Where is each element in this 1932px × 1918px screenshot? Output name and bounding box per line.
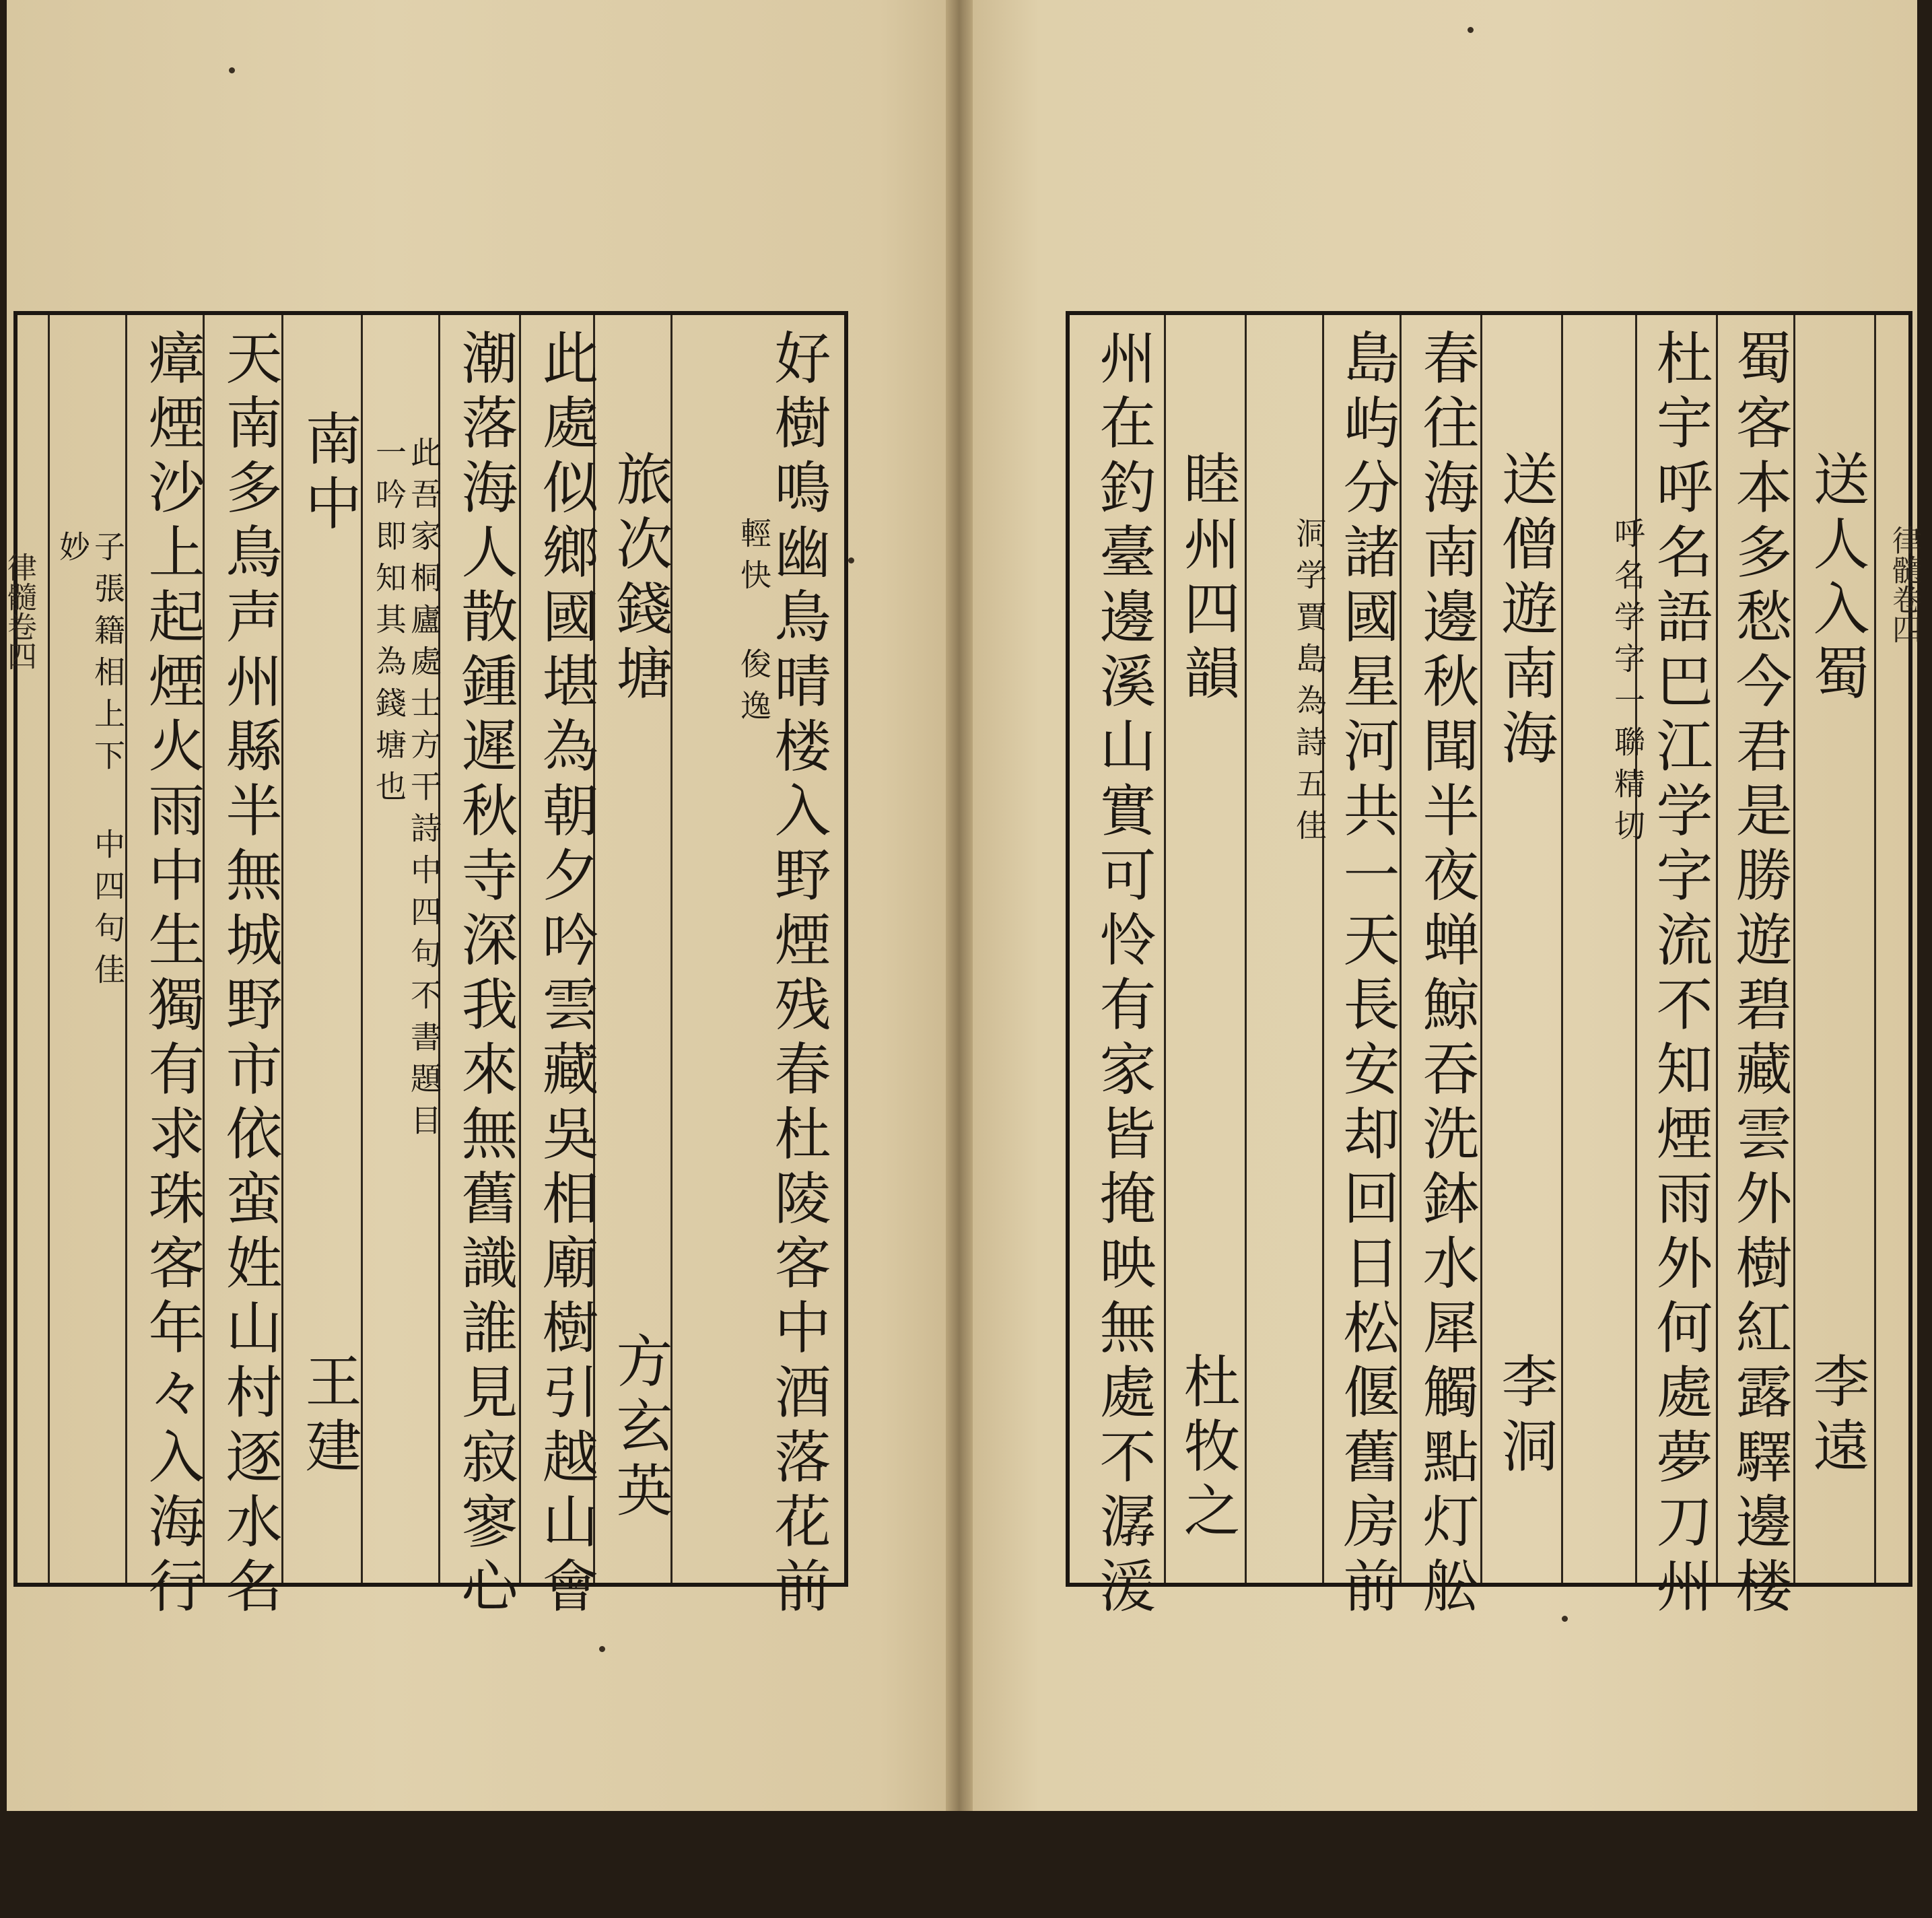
poem-title: 睦州四韻 <box>1175 450 1241 708</box>
poem-line: 天南多鳥声州縣半無城野市依蛮姓山村逐水名 <box>217 329 283 1621</box>
paper-speck <box>599 1646 605 1652</box>
commentary-note: 子張籍相上下 中四句佳妙 <box>55 530 126 995</box>
poem-author: 杜牧之 <box>1175 1352 1241 1546</box>
poem-author: 李遠 <box>1804 1352 1870 1481</box>
paper-speck <box>848 557 854 563</box>
paper-speck <box>229 67 235 73</box>
poem-line: 州在釣臺邊溪山實可怜有家皆掩映無處不潺湲 <box>1091 329 1157 1621</box>
paper-speck <box>1562 1616 1568 1622</box>
poem-line: 此處似鄉國堪為朝夕吟雲藏吳相廟樹引越山會 <box>533 329 599 1621</box>
poem-line: 島屿分諸國星河共一天長安却回日松偃舊房前 <box>1334 329 1400 1621</box>
fore-edge-label: 律髓卷四 <box>2 552 36 671</box>
column-rule <box>1245 315 1247 1583</box>
book-gutter <box>946 0 973 1811</box>
left-text-frame <box>13 311 848 1621</box>
column-rule <box>1164 315 1166 1583</box>
column-rule <box>1874 315 1876 1583</box>
poem-line: 春往海南邊秋聞半夜蝉鯨吞洗鉢水犀觸點灯舩 <box>1414 329 1480 1621</box>
poem-title: 送僧遊南海 <box>1492 450 1558 773</box>
commentary-note: 輕快 俊逸 <box>736 517 772 731</box>
poem-line: 潮落海人散鍾遲秋寺深我來無舊識誰見寂寥心 <box>452 329 518 1621</box>
poem-line: 瘴煙沙上起煙火雨中生獨有求珠客年々入海行 <box>139 329 205 1621</box>
right-text-frame <box>1066 311 1912 1621</box>
column-rule <box>48 315 50 1583</box>
poem-line: 杜宇呼名語巴江学字流不知煙雨外何處夢刀州 <box>1647 329 1713 1621</box>
poem-line: 好樹鳴幽鳥晴楼入野煙残春杜陵客中酒落花前 <box>765 329 831 1621</box>
commentary-note: 洞学賈島為詩五佳 <box>1291 517 1327 851</box>
poem-author: 王建 <box>296 1352 362 1481</box>
commentary-note: 呼名学字一聯精切 <box>1610 517 1646 851</box>
poem-author: 李洞 <box>1492 1352 1558 1481</box>
poem-title: 旅次錢塘 <box>607 450 673 708</box>
commentary-note: 此吾家桐廬處士方干詩中四句不書題目一吟即知其為錢塘也 <box>371 436 442 1146</box>
fore-edge-label: 律髓卷四 <box>1887 525 1921 644</box>
poem-line: 蜀客本多愁今君是勝遊碧藏雲外樹紅露驛邊楼 <box>1727 329 1793 1621</box>
poem-author: 方玄英 <box>607 1332 673 1526</box>
paper-speck <box>1468 27 1474 33</box>
poem-title: 南中 <box>296 409 362 539</box>
poem-title: 送人入蜀 <box>1804 450 1870 708</box>
